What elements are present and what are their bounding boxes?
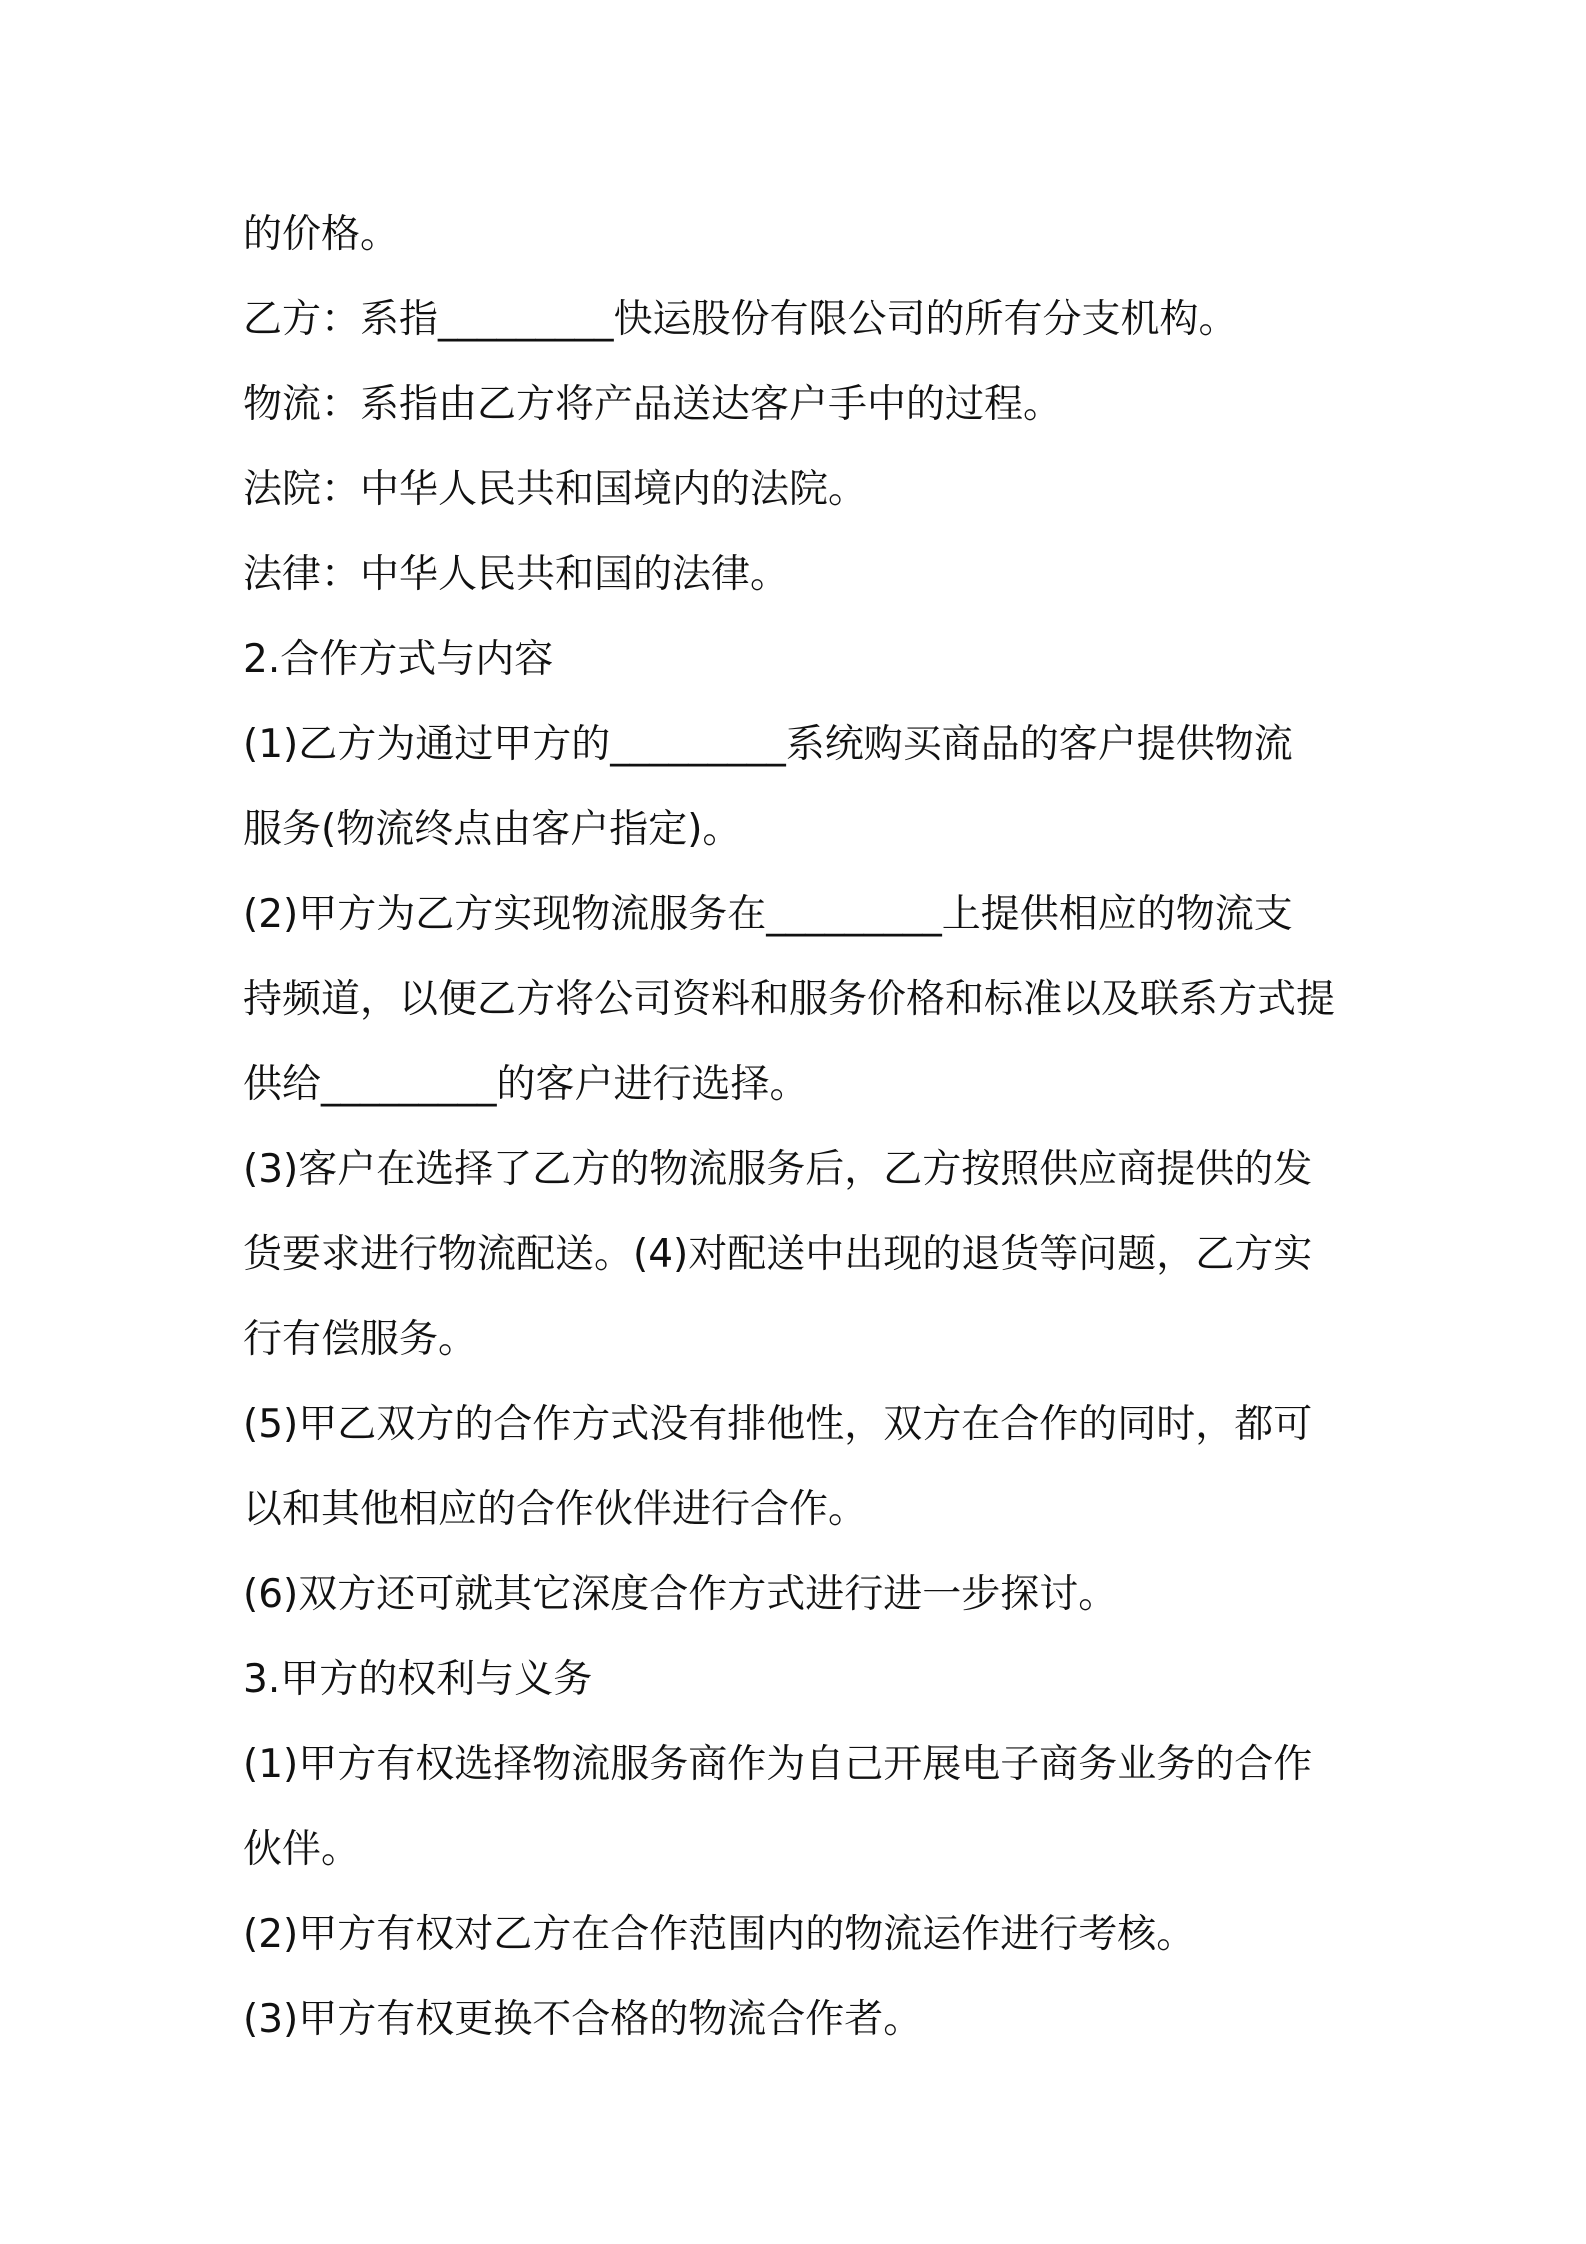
- text-line: 行有偿服务。: [243, 1317, 478, 1362]
- text-line: 法院：中华人民共和国境内的法院。: [243, 467, 868, 512]
- text-line: 的价格。: [243, 212, 400, 257]
- text-line: (2)甲方为乙方实现物流服务在_________上提供相应的物流支: [243, 892, 1293, 937]
- text-line: (2)甲方有权对乙方在合作范围内的物流运作进行考核。: [243, 1912, 1196, 1957]
- text-line: 服务(物流终点由客户指定)。: [243, 807, 742, 852]
- text-line: (5)甲乙双方的合作方式没有排他性，双方在合作的同时，都可: [243, 1402, 1313, 1447]
- document-body: [243, 192, 1358, 2062]
- section-heading: 3.甲方的权利与义务: [243, 1657, 593, 1702]
- text-line: 供给_________的客户进行选择。: [243, 1062, 809, 1107]
- section-heading: 2.合作方式与内容: [243, 637, 554, 682]
- text-line: 物流：系指由乙方将产品送达客户手中的过程。: [243, 382, 1063, 427]
- text-line: (6)双方还可就其它深度合作方式进行进一步探讨。: [243, 1572, 1118, 1617]
- text-line: 货要求进行物流配送。(4)对配送中出现的退货等问题，乙方实: [243, 1232, 1313, 1277]
- text-line: 法律：中华人民共和国的法律。: [243, 552, 790, 597]
- text-line: 以和其他相应的合作伙伴进行合作。: [243, 1487, 868, 1532]
- text-line: 乙方：系指_________快运股份有限公司的所有分支机构。: [243, 297, 1238, 342]
- text-line: (1)乙方为通过甲方的_________系统购买商品的客户提供物流: [243, 722, 1293, 767]
- text-line: (3)客户在选择了乙方的物流服务后，乙方按照供应商提供的发: [243, 1147, 1313, 1192]
- text-line: (1)甲方有权选择物流服务商作为自己开展电子商务业务的合作: [243, 1742, 1313, 1787]
- text-line: 伙伴。: [243, 1827, 361, 1872]
- text-line: (3)甲方有权更换不合格的物流合作者。: [243, 1997, 923, 2042]
- text-line: 持频道，以便乙方将公司资料和服务价格和标准以及联系方式提: [243, 977, 1336, 1022]
